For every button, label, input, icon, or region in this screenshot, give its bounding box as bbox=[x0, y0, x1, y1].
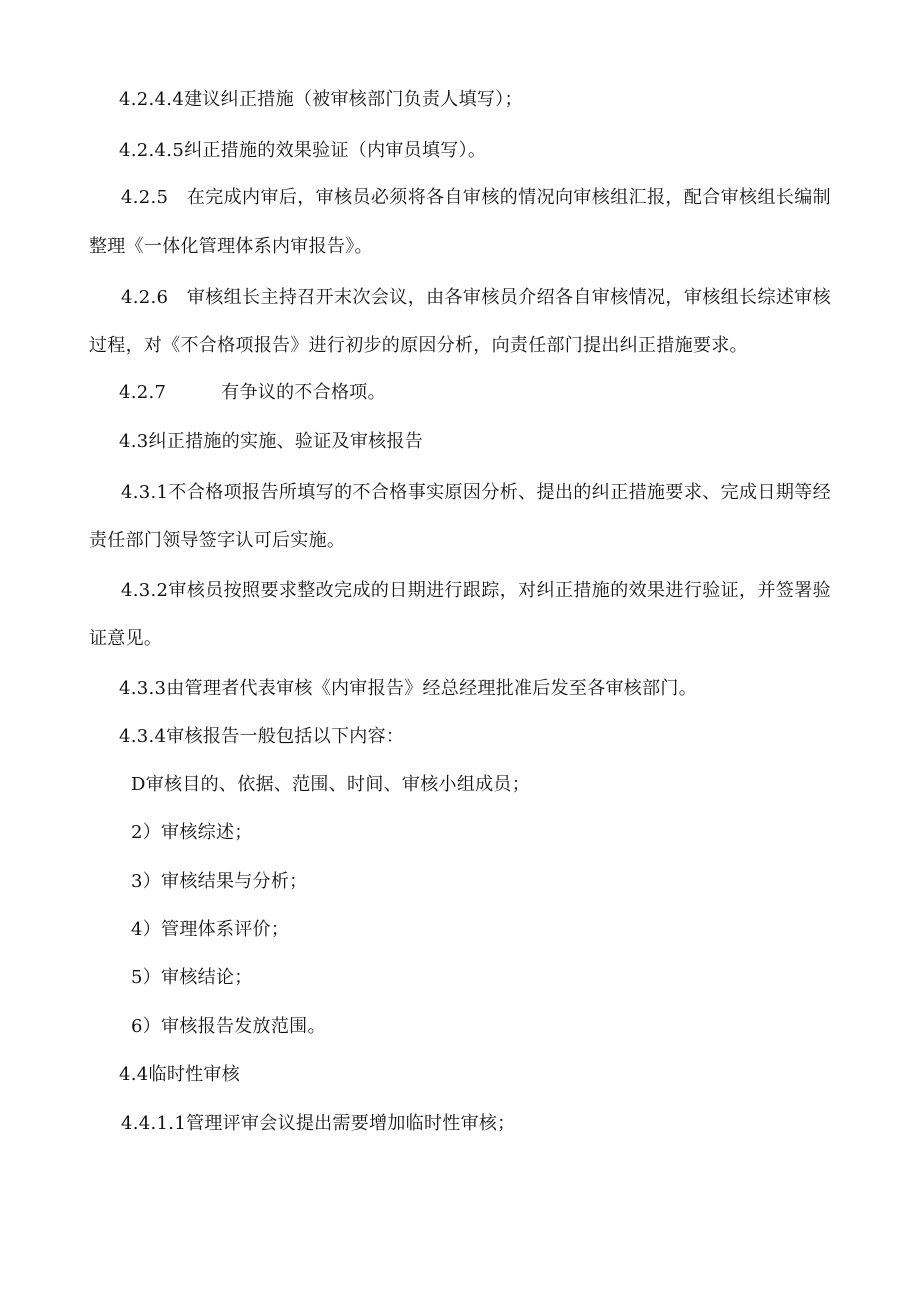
clause-4-3-2-line-1: 4.3.2审核员按照要求整改完成的日期进行跟踪，对纠正措施的效果进行验证，并签署验 bbox=[121, 580, 831, 601]
clause-4-4-1-1: 4.4.1.1管理评审会议提出需要增加临时性审核； bbox=[121, 1113, 516, 1134]
clause-4-3-3: 4.3.3由管理者代表审核《内审报告》经总经理批准后发至各审核部门。 bbox=[119, 678, 697, 699]
clause-4-2-5-line-2: 整理《一体化管理体系内审报告》。 bbox=[89, 236, 373, 257]
report-item-1: D审核目的、依据、范围、时间、审核小组成员； bbox=[131, 774, 531, 795]
section-4-3-heading: 4.3纠正措施的实施、验证及审核报告 bbox=[119, 431, 424, 452]
clause-4-2-5-line-1: 4.2.5 在完成内审后，审核员必须将各自审核的情况向审核组汇报，配合审核组长编制 bbox=[121, 187, 831, 208]
report-item-5: 5）审核结论； bbox=[131, 967, 253, 988]
clause-4-3-2-line-2: 证意见。 bbox=[89, 628, 163, 649]
report-item-2: 2）审核综述； bbox=[131, 822, 253, 843]
report-item-3: 3）审核结果与分析； bbox=[131, 871, 308, 892]
clause-4-3-1-line-1: 4.3.1不合格项报告所填写的不合格事实原因分析、提出的纠正措施要求、完成日期等经 bbox=[121, 482, 831, 503]
clause-4-2-6-line-2: 过程，对《不合格项报告》进行初步的原因分析，向责任部门提出纠正措施要求。 bbox=[89, 335, 748, 356]
clause-4-3-1-line-2: 责任部门领导签字认可后实施。 bbox=[89, 530, 346, 551]
clause-4-2-4-5: 4.2.4.5纠正措施的效果验证（内审员填写）。 bbox=[119, 140, 487, 161]
clause-4-3-4: 4.3.4审核报告一般包括以下内容： bbox=[119, 726, 405, 747]
report-item-4: 4）管理体系评价； bbox=[131, 919, 290, 940]
clause-4-2-6-line-1: 4.2.6 审核组长主持召开末次会议，由各审核员介绍各自审核情况，审核组长综述审核 bbox=[121, 287, 831, 308]
section-4-4-heading: 4.4临时性审核 bbox=[119, 1064, 241, 1085]
report-item-6: 6）审核报告发放范围。 bbox=[131, 1016, 326, 1037]
clause-4-2-7: 4.2.7 有争议的不合格项。 bbox=[119, 382, 386, 403]
clause-4-2-4-4: 4.2.4.4建议纠正措施（被审核部门负责人填写）； bbox=[119, 89, 523, 110]
